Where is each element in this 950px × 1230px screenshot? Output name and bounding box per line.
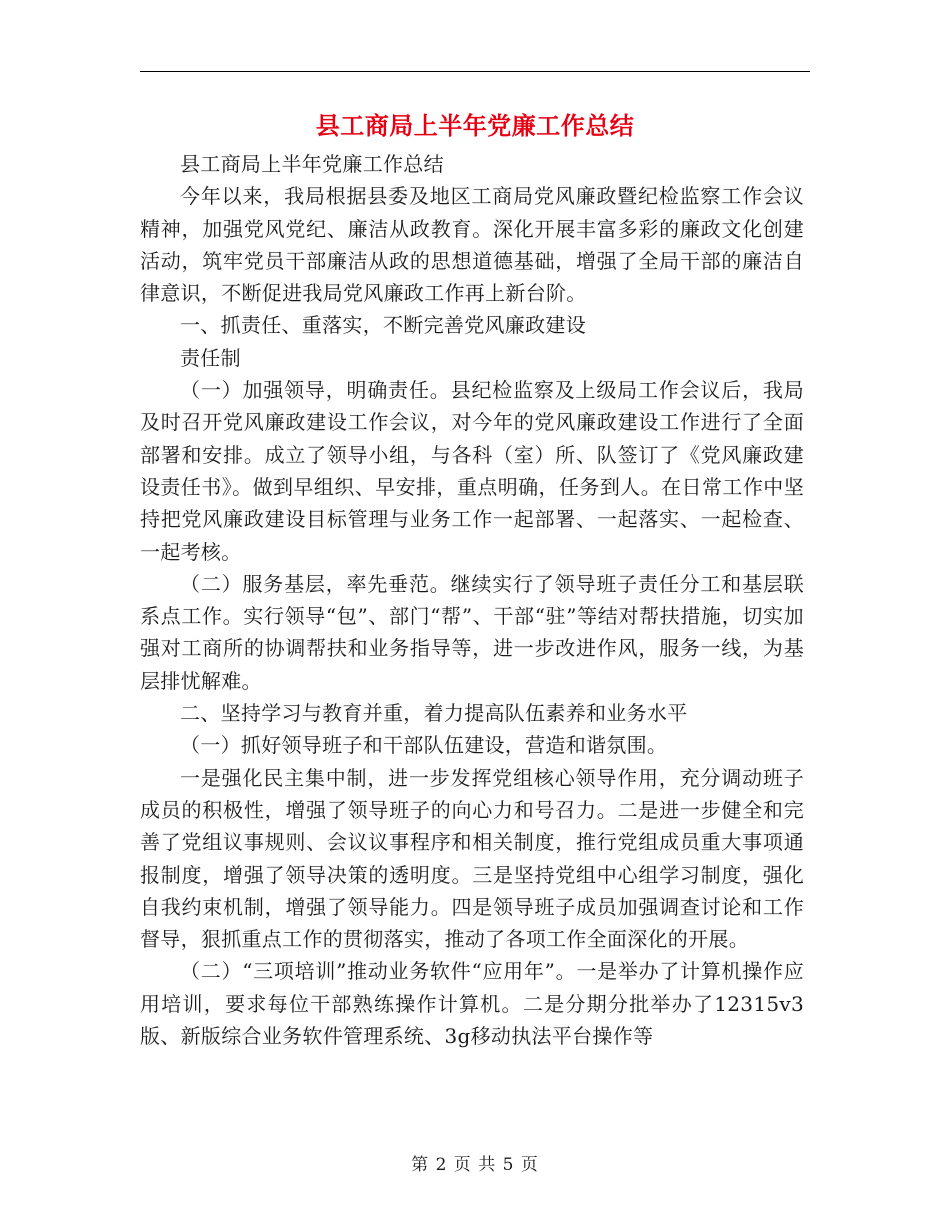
section-heading-2: 二、坚持学习与教育并重，着力提高队伍素养和业务水平: [180, 701, 688, 726]
footer-label-ye: 页: [453, 1155, 472, 1175]
document-title: 县工商局上半年党廉工作总结: [315, 111, 635, 140]
subtitle-paragraph: 县工商局上半年党廉工作总结: [180, 152, 444, 176]
footer-label-ye-2: 页: [520, 1155, 539, 1175]
paragraph-1-2: （二）服务基层，率先垂范。继续实行了领导班子责任分工和基层联系点工作。实行领导“包”、部门“帮”、干部“驻”等结对帮扶措施，切实加强对工商所的协调帮扶和业务指导等，进一步改进作风，服务一线，为基层排忧解难。: [140, 571, 804, 693]
footer-current-page: 2: [435, 1155, 448, 1175]
paragraph-2-2: （二）“三项培训”推动业务软件“应用年”。一是举办了计算机操作应用培训，要求每位干部熟练操作计算机。二是分期分批举办了12315v3版、新版综合业务软件管理系统、3g移动执法平台操作等: [140, 959, 804, 1049]
footer-total-pages: 5: [502, 1155, 515, 1175]
document-body: [140, 148, 804, 1052]
header-divider: [140, 71, 810, 72]
paragraph-1-1: （一）加强领导，明确责任。县纪检监察及上级局工作会议后，我局及时召开党风廉政建设工作会议，对今年的党风廉政建设工作进行了全面部署和安排。成立了领导小组，与各科（室）所、队签订了《党风廉政建设责任书》。做到早组织、早安排，重点明确，任务到人。在日常工作中坚持把党风廉政建设目标管理与业务工作一起部署、一起落实、一起检查、一起考核。: [140, 378, 804, 564]
footer-label-gong: 共: [478, 1155, 497, 1175]
paragraph-2-1: 一是强化民主集中制，进一步发挥党组核心领导作用，充分调动班子成员的积极性，增强了领导班子的向心力和号召力。二是进一步健全和完善了党组议事规则、会议议事程序和相关制度，推行党组成员重大事项通报制度，增强了领导决策的透明度。三是坚持党组中心组学习制度，强化自我约束机制，增强了领导能力。四是领导班子成员加强调查讨论和工作督导，狠抓重点工作的贯彻落实，推动了各项工作全面深化的开展。: [140, 765, 804, 952]
page-footer: [0, 1153, 950, 1177]
section-heading-1-continued: 责任制: [180, 345, 241, 370]
section-heading-1: 一、抓责任、重落实，不断完善党风廉政建设: [180, 313, 586, 338]
footer-label-di: 第: [411, 1155, 430, 1175]
intro-paragraph: 今年以来，我局根据县委及地区工商局党风廉政暨纪检监察工作会议精神，加强党风党纪、廉洁从政教育。深化开展丰富多彩的廉政文化创建活动，筑牢党员干部廉洁从政的思想道德基础，增强了全局干部的廉洁自律意识，不断促进我局党风廉政工作再上新台阶。: [140, 184, 804, 306]
subheading-2-1: （一）抓好领导班子和干部队伍建设，营造和谐氛围。: [180, 733, 668, 758]
